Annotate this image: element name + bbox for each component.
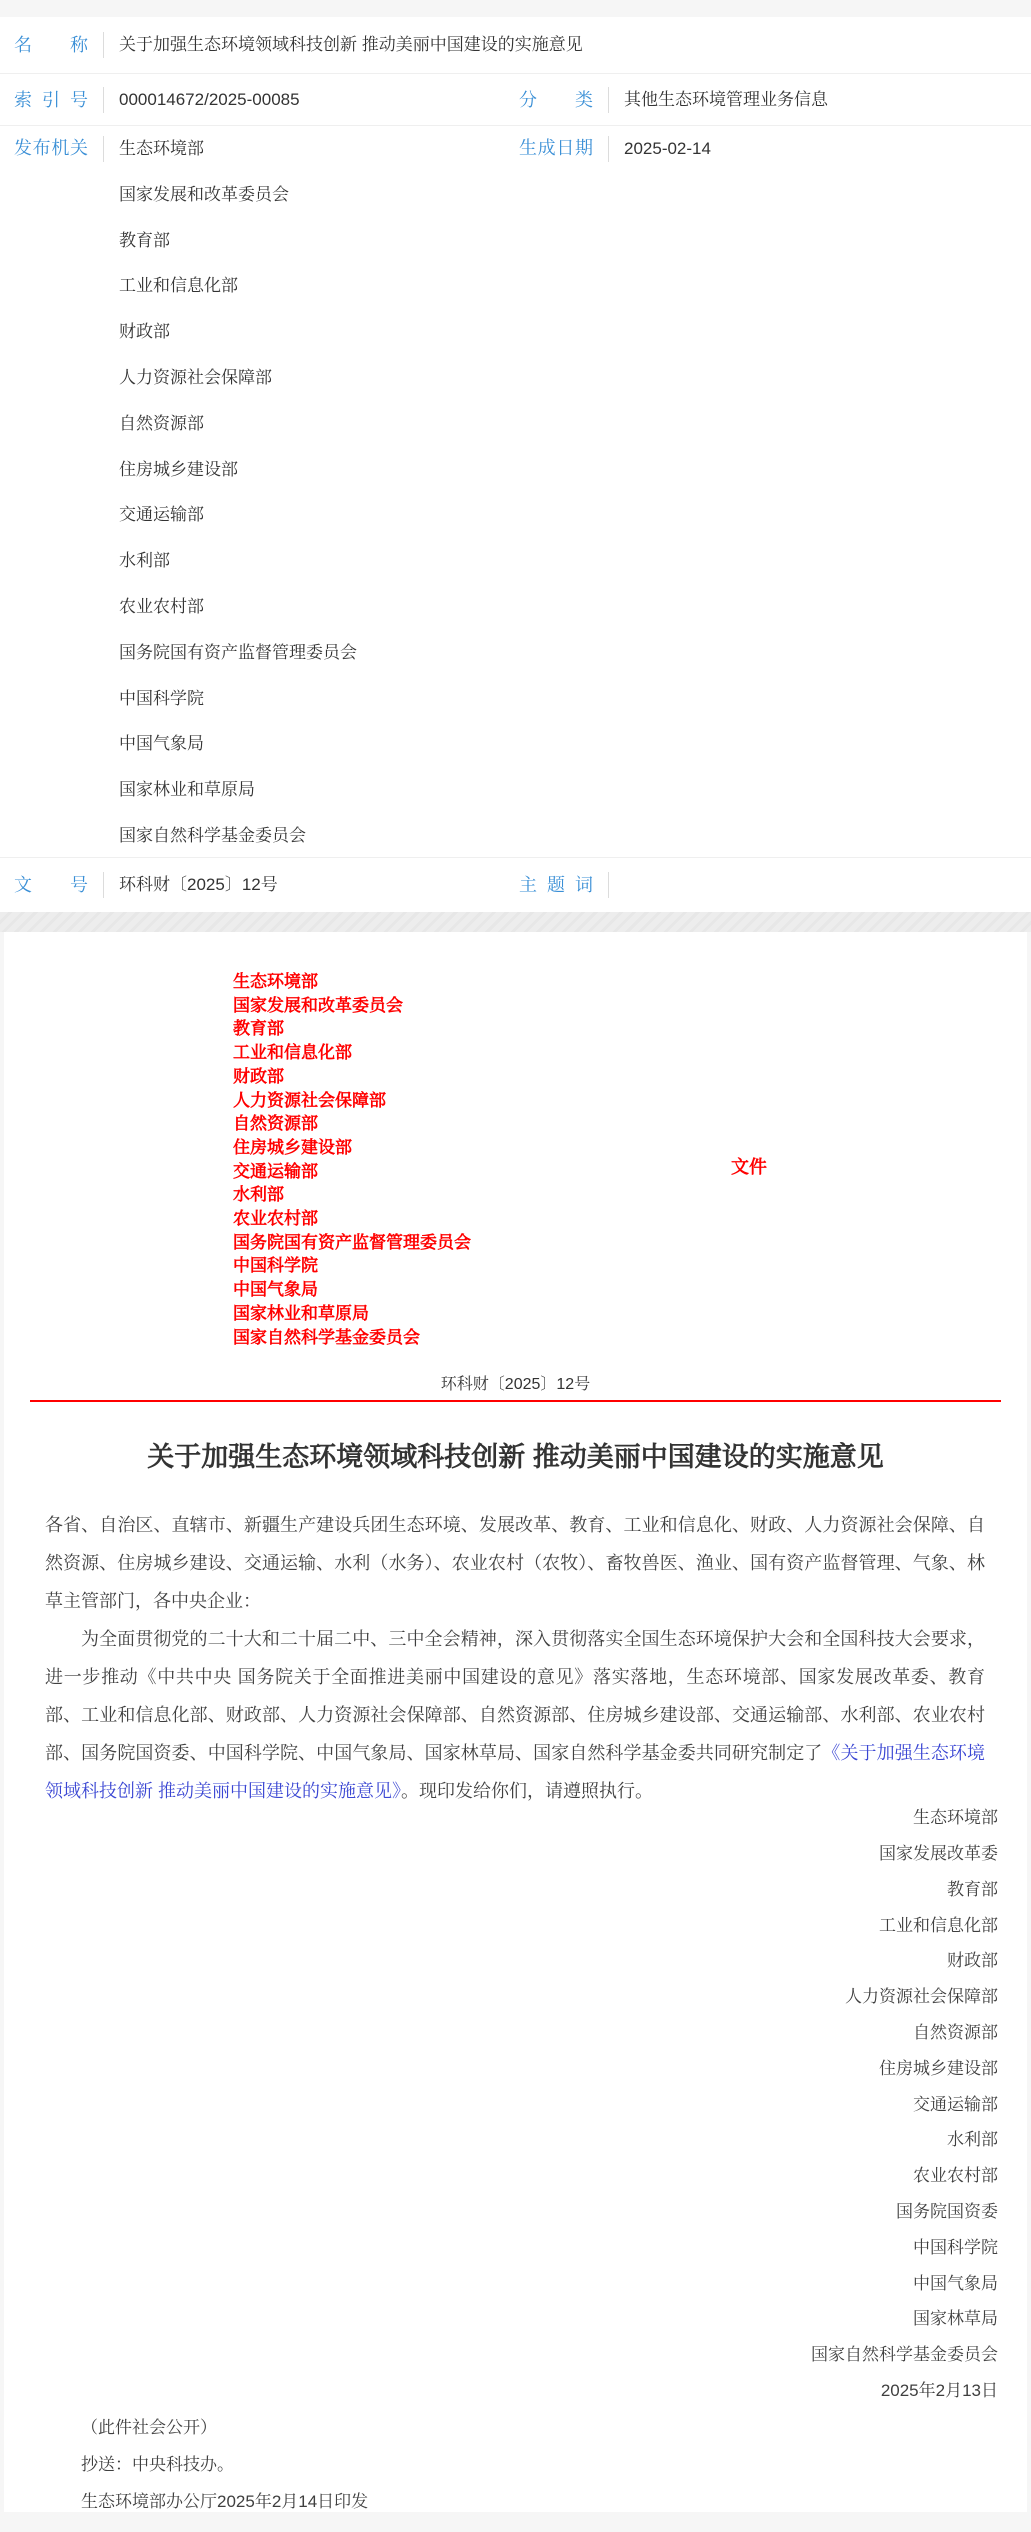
document-number: 环科财〔2025〕12号 — [440, 1376, 591, 1394]
letterhead-agency: 国务院国有资产监督管理委员会 — [233, 1232, 471, 1252]
signatory-item: 中国气象局 — [913, 2273, 998, 2293]
letterhead-agency-list — [233, 970, 1027, 1349]
letterhead-agency: 交通运输部 — [233, 1161, 318, 1181]
divider — [608, 136, 609, 162]
letterhead-agency: 教育部 — [233, 1019, 284, 1039]
letterhead-agency: 水利部 — [233, 1185, 284, 1205]
issuer-item: 国家自然科学基金委员会 — [119, 825, 306, 845]
meta-label-gen-date: 生成日期 — [519, 138, 593, 158]
meta-label-name: 名称 — [14, 35, 88, 55]
document-footer — [4, 2409, 1027, 2520]
official-document — [4, 932, 1027, 2512]
signatory-item: 交通运输部 — [913, 2094, 998, 2114]
meta-row-index-category — [0, 74, 1031, 126]
signatory-item: 工业和信息化部 — [879, 1915, 998, 1935]
print-line: 生态环境部办公厅2025年2月14日印发 — [81, 2491, 369, 2511]
letterhead-agency: 生态环境部 — [233, 972, 318, 991]
body-intro-text: 为全面贯彻党的二十大和二十届二中、三中全会精神，深入贯彻落实全国生态环境保护大会和全国科技大会要求，进一步推动《中共中央 国务院关于全面推进美丽中国建设的意见》落实落地，生态环境部、国家发展改革委、教育部、工业和信息化部、财政部、人力资源社会保障部、自然资源部、住房城乡建设部、交通运输部、水利部、农业农村部、国务院国资委、中国科学院、中国气象局、国家林草局、国家自然科学基金委共同研究制定了 — [45, 1629, 985, 1764]
meta-label-category: 分类 — [519, 89, 593, 110]
issuer-item: 生态环境部 — [119, 139, 204, 158]
signatory-item: 生态环境部 — [913, 1808, 998, 1828]
signatory-item: 水利部 — [947, 2130, 998, 2150]
meta-value-gen-date: 2025-02-14 — [624, 139, 711, 158]
issuer-item: 农业农村部 — [119, 596, 204, 616]
meta-label-keywords: 主题词 — [519, 875, 593, 895]
letterhead-agency: 财政部 — [233, 1066, 284, 1086]
issuer-item: 国家林业和草原局 — [119, 780, 255, 800]
letterhead-agency: 住房城乡建设部 — [233, 1137, 352, 1157]
signatory-item: 国务院国资委 — [896, 2202, 998, 2222]
issuer-item: 中国气象局 — [119, 734, 204, 754]
letterhead-agency: 国家自然科学基金委员会 — [233, 1327, 420, 1347]
divider — [103, 87, 104, 113]
signatory-item: 财政部 — [947, 1951, 998, 1971]
signature-date: 2025年2月13日 — [880, 2381, 998, 2400]
letterhead-agency: 国家发展和改革委员会 — [233, 995, 403, 1015]
public-disclosure-note: （此件社会公开） — [81, 2417, 217, 2437]
meta-cell-docno — [0, 872, 505, 898]
letterhead-agency: 人力资源社会保障部 — [233, 1090, 386, 1110]
issuer-item: 水利部 — [119, 551, 170, 571]
section-gap — [0, 912, 1031, 932]
signatory-item: 国家自然科学基金委员会 — [811, 2345, 998, 2365]
meta-cell-gen-date — [505, 126, 1031, 172]
issuer-list — [119, 126, 357, 859]
divider — [103, 32, 104, 58]
letterhead — [4, 970, 1027, 1349]
issuer-item: 工业和信息化部 — [119, 276, 238, 296]
meta-label-issuer: 发布机关 — [14, 138, 88, 158]
meta-cell-issuer — [0, 126, 505, 859]
document-title: 关于加强生态环境领域科技创新 推动美丽中国建设的实施意见 — [147, 1442, 884, 1473]
signatory-item: 教育部 — [947, 1879, 998, 1899]
issuer-item: 中国科学院 — [119, 688, 204, 708]
signatory-item: 国家发展改革委 — [879, 1844, 998, 1864]
issuer-item: 国务院国有资产监督管理委员会 — [119, 642, 357, 662]
meta-value-category: 其他生态环境管理业务信息 — [624, 89, 828, 109]
meta-row-issuer-date — [0, 126, 1031, 858]
letterhead-agency: 国家林业和草原局 — [233, 1303, 369, 1323]
issuer-item: 住房城乡建设部 — [119, 459, 238, 479]
signatory-item: 中国科学院 — [913, 2237, 998, 2257]
issuer-item: 财政部 — [119, 322, 170, 342]
meta-cell-keywords — [505, 872, 1031, 898]
issuer-item: 人力资源社会保障部 — [119, 367, 272, 387]
letterhead-agency: 自然资源部 — [233, 1114, 318, 1134]
document-metadata-table — [0, 17, 1031, 912]
letterhead-agency: 工业和信息化部 — [233, 1043, 352, 1063]
salutation-paragraph: 各省、自治区、直辖市、新疆生产建设兵团生态环境、发展改革、教育、工业和信息化、财政、人力资源社会保障、自然资源、住房城乡建设、交通运输、水利（水务）、农业农村（农牧）、畜牧兽医、渔业、国有资产监督管理、气象、林草主管部门，各中央企业： — [45, 1515, 985, 1612]
issuer-item: 交通运输部 — [119, 505, 204, 525]
signatory-item: 住房城乡建设部 — [879, 2058, 998, 2078]
divider — [608, 87, 609, 113]
issuer-item: 教育部 — [119, 230, 170, 250]
divider — [103, 872, 104, 898]
divider — [608, 872, 609, 898]
issuer-item: 自然资源部 — [119, 413, 204, 433]
meta-row-docno-keywords — [0, 858, 1031, 912]
letterhead-agency: 中国气象局 — [233, 1280, 318, 1300]
meta-cell-name — [0, 32, 1031, 58]
divider — [103, 136, 104, 162]
meta-cell-index — [0, 87, 505, 113]
issuer-item: 国家发展和改革委员会 — [119, 184, 289, 204]
meta-value-name: 关于加强生态环境领域科技创新 推动美丽中国建设的实施意见 — [119, 35, 583, 54]
implementation-opinion-link[interactable]: 《关于加强生态环境领域科技创新 推动美丽中国建设的实施意见》 — [45, 1743, 986, 1802]
letterhead-agency: 农业农村部 — [233, 1209, 318, 1229]
meta-value-docno: 环科财〔2025〕12号 — [119, 875, 278, 894]
signatory-list — [4, 1800, 1027, 2373]
red-rule — [30, 1400, 1001, 1402]
signatory-item: 国家林草局 — [913, 2309, 998, 2329]
letterhead-file-word: 文件 — [731, 1157, 767, 1177]
letterhead-agency: 中国科学院 — [233, 1256, 318, 1276]
signatory-item: 人力资源社会保障部 — [845, 1987, 998, 2007]
cc-line: 抄送：中央科技办。 — [81, 2454, 234, 2474]
signatory-item: 农业农村部 — [913, 2166, 998, 2186]
signatory-item: 自然资源部 — [913, 2023, 998, 2043]
meta-value-index: 000014672/2025-00085 — [119, 89, 300, 109]
body-paragraph — [45, 1620, 985, 1810]
meta-row-name — [0, 17, 1031, 74]
body-outro-text: 。现印发给你们，请遵照执行。 — [401, 1781, 653, 1802]
meta-label-index: 索引号 — [14, 89, 88, 110]
meta-cell-category — [505, 87, 1031, 113]
meta-label-docno: 文号 — [14, 875, 88, 895]
